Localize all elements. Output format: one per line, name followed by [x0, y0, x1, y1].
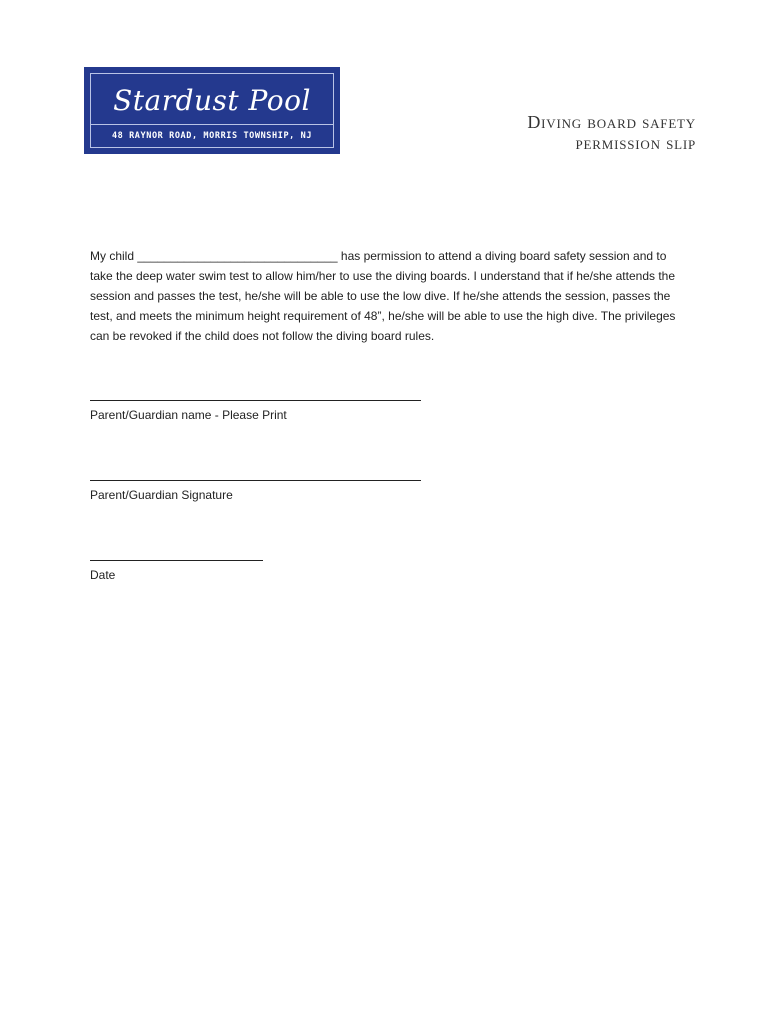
document-title-line-2: permission slip	[575, 133, 696, 153]
logo-address: 48 RAYNOR ROAD, MORRIS TOWNSHIP, NJ	[111, 131, 313, 141]
document-title-line-1: Diving board safety	[527, 112, 696, 132]
date-label: Date	[90, 568, 116, 582]
guardian-signature-label: Parent/Guardian Signature	[90, 488, 233, 502]
guardian-signature-line[interactable]	[90, 480, 421, 481]
stardust-pool-logo	[84, 67, 340, 154]
date-field	[90, 560, 263, 583]
permission-paragraph: My child ______________________________ has permission to attend a diving board safety session and to take the deep water swim test to allow him/her to use the diving boards. I understand that if he/she attends the session and passes the test, he/she will be able to use the low dive. If he/she attends the session, passes the test, and meets the minimum height requirement of 48”, he/she will be able to use the high dive. The privileges can be revoked if the child does not follow the diving board rules.	[90, 249, 676, 343]
logo-divider	[91, 124, 333, 125]
document-title	[527, 112, 696, 154]
guardian-name-label: Parent/Guardian name - Please Print	[90, 408, 287, 422]
guardian-name-line[interactable]	[90, 400, 421, 401]
logo-name: Stardust Pool	[113, 84, 311, 117]
guardian-signature-field	[90, 480, 421, 503]
guardian-name-field	[90, 400, 421, 423]
date-line[interactable]	[90, 560, 263, 561]
logo-border	[90, 73, 334, 148]
